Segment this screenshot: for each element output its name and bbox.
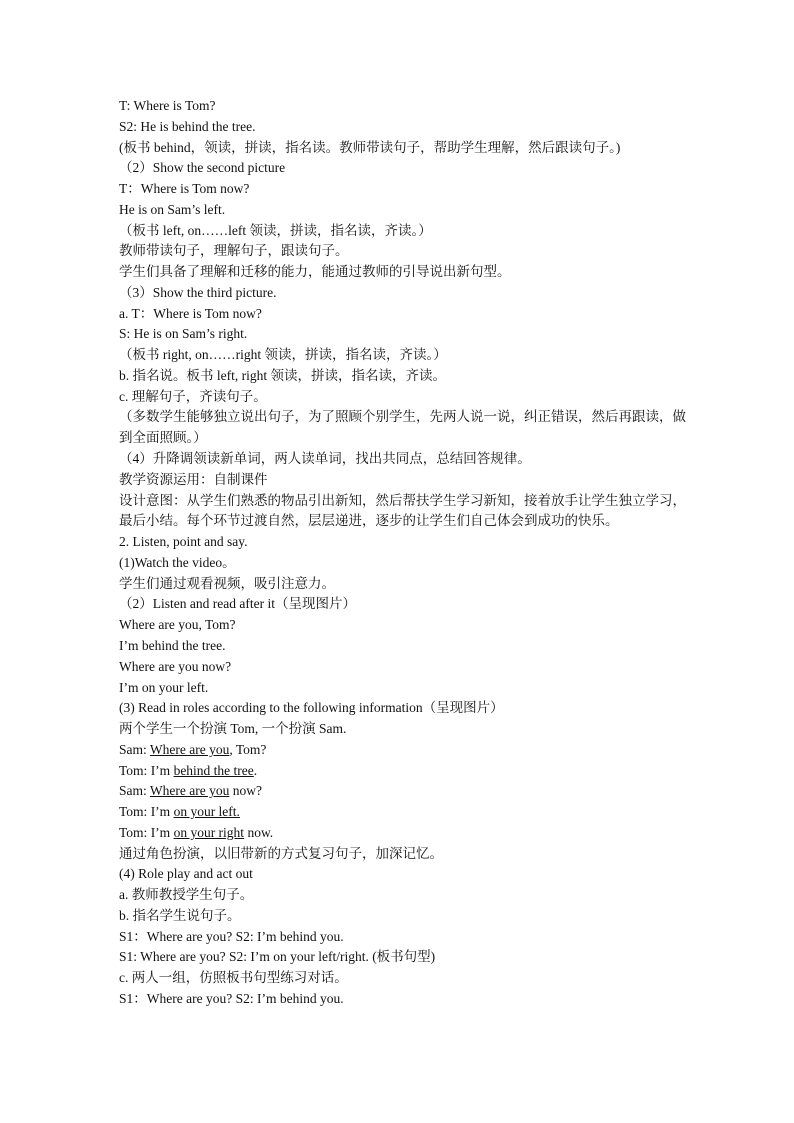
dialogue-line	[119, 740, 689, 761]
text-line: 学生们通过观看视频，吸引注意力。	[119, 575, 335, 591]
speaker-label: Tom:	[119, 824, 151, 840]
text-line: （板书 right, on……right 领读，拼读，指名读，齐读。）	[119, 347, 447, 363]
dialogue-line	[119, 781, 689, 802]
dialogue-line	[119, 802, 689, 823]
text-line: (4) Role play and act out	[119, 866, 253, 882]
text-line: I’m behind the tree.	[119, 637, 226, 653]
text-line: 教学资源运用：自制课件	[119, 471, 268, 487]
dialogue-text: I’m	[150, 762, 174, 778]
text-line: S2: He is behind the tree.	[119, 118, 256, 134]
text-line: （4）升降调领读新单词，两人读单词，找出共同点，总结回答规律。	[119, 451, 531, 467]
underlined-phrase: behind the tree	[173, 762, 254, 778]
underlined-phrase: on your left.	[173, 804, 240, 820]
dialogue-text: I’m	[150, 804, 174, 820]
dialogue-text: now.	[244, 824, 274, 840]
text-line: a. T：Where is Tom now?	[119, 305, 262, 321]
text-line: （板书 left, on……left 领读，拼读，指名读，齐读。）	[119, 222, 432, 238]
text-line: S: He is on Sam’s right.	[119, 326, 248, 342]
speaker-label: Tom:	[119, 804, 151, 820]
text-line: （3）Show the third picture.	[119, 284, 277, 300]
lesson-plan-body	[119, 96, 689, 1010]
underlined-phrase: on your right	[173, 824, 245, 840]
underlined-phrase: Where are you	[149, 783, 230, 799]
text-line: S1：Where are you? S2: I’m behind you.	[119, 990, 344, 1006]
dialogue-text: now?	[229, 783, 262, 799]
text-line: （2）Listen and read after it（呈现图片）	[119, 596, 356, 612]
dialogue-line	[119, 823, 689, 844]
dialogue-text: I’m	[150, 824, 174, 840]
underlined-phrase: Where are you	[149, 741, 230, 757]
text-line: Where are you now?	[119, 658, 232, 674]
text-line: S1: Where are you? S2: I’m on your left/right. (板书句型)	[119, 949, 436, 965]
text-line: T: Where is Tom?	[119, 98, 216, 113]
dialogue-text: .	[253, 762, 258, 778]
text-line: a. 教师教授学生句子。	[119, 887, 254, 903]
text-line: b. 指名说。板书 left, right 领读，拼读，指名读，齐读。	[119, 367, 446, 383]
text-line: S1：Where are you? S2: I’m behind you.	[119, 928, 344, 944]
text-line: 两个学生一个扮演 Tom, 一个扮演 Sam.	[119, 721, 347, 737]
text-line: 教师带读句子，理解句子，跟读句子。	[119, 243, 349, 259]
text-line: He is on Sam’s left.	[119, 201, 226, 217]
text-line: 2. Listen, point and say.	[119, 534, 248, 550]
text-line: （2）Show the second picture	[119, 160, 286, 176]
text-line: T：Where is Tom now?	[119, 181, 250, 197]
text-line: (板书 behind，领读，拼读，指名读。教师带读句子，帮助学生理解，然后跟读句子。)	[119, 139, 621, 155]
text-line: c. 理解句子，齐读句子。	[119, 388, 267, 404]
speaker-label: Tom:	[119, 762, 151, 778]
text-paragraph: （多数学生能够独立说出句子，为了照顾个别学生，先两人说一说，纠正错误，然后再跟读，做到全面照顾。）	[119, 409, 686, 446]
text-line: b. 指名学生说句子。	[119, 907, 241, 923]
dialogue-text: , Tom?	[229, 741, 267, 757]
text-line: (1)Watch the video。	[119, 554, 236, 570]
text-line: Where are you, Tom?	[119, 617, 236, 633]
text-line: (3) Read in roles according to the following information（呈现图片）	[119, 700, 504, 716]
text-line: I’m on your left.	[119, 679, 209, 695]
text-line: 通过角色扮演，以旧带新的方式复习句子，加深记忆。	[119, 845, 443, 861]
text-line: c. 两人一组，仿照板书句型练习对话。	[119, 970, 348, 986]
dialogue-line	[119, 761, 689, 782]
speaker-label: Sam:	[119, 741, 150, 757]
text-line: 学生们具备了理解和迁移的能力，能通过教师的引导说出新句型。	[119, 264, 511, 280]
speaker-label: Sam:	[119, 783, 150, 799]
text-paragraph: 设计意图：从学生们熟悉的物品引出新知，然后帮扶学生学习新知，接着放手让学生独立学习，最后小结。每个环节过渡自然，层层递进，逐步的让学生们自己体会到成功的快乐。	[119, 492, 686, 529]
